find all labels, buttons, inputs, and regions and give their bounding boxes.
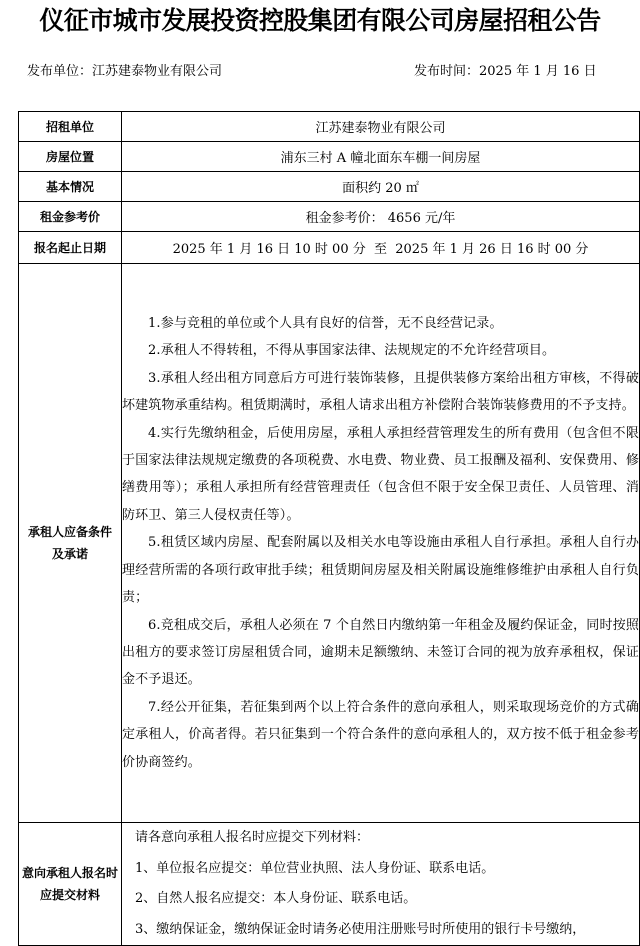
table-row xyxy=(19,172,640,202)
table-row-conditions xyxy=(19,264,640,823)
condition-item: 7.经公开征集，若征集到两个以上符合条件的意向承租人，则采取现场竞价的方式确定承租人，价高者得。若只征集到一个符合条件的意向承租人的，双方按不低于租金参考价协商签约。 xyxy=(122,699,639,770)
table-row xyxy=(19,142,640,172)
material-item: 3、缴纳保证金，缴纳保证金时请务必使用注册账号时所使用的银行卡号缴纳， xyxy=(135,921,586,937)
row-value: 2025 年 1 月 16 日 10 时 00 分 至 2025 年 1 月 26 日 16 时 00 分 xyxy=(122,232,640,264)
condition-item: 1.参与竞租的单位或个人具有良好的信誉，无不良经营记录。 xyxy=(148,316,503,332)
row-value: 浦东三村 A 幢北面东车棚一间房屋 xyxy=(122,142,640,172)
materials-label xyxy=(19,823,122,946)
row-label: 报名起止日期 xyxy=(19,232,122,264)
table-row-materials xyxy=(19,823,640,946)
publisher-label: 发布单位： xyxy=(27,64,93,79)
notice-title: 仪征市城市发展投资控股集团有限公司房屋招租公告 xyxy=(39,6,601,35)
publish-date: 2025 年 1 月 16 日 xyxy=(479,64,597,79)
material-item: 2、自然人报名应提交：本人身份证、联系电话。 xyxy=(135,891,417,906)
row-value: 面积约 20 ㎡ xyxy=(122,172,640,202)
row-value: 租金参考价： 4656 元/年 xyxy=(122,202,640,232)
material-item: 1、单位报名应提交：单位营业执照、法人身份证、联系电话。 xyxy=(135,860,495,876)
row-value: 江苏建泰物业有限公司 xyxy=(122,112,640,142)
table-row xyxy=(19,202,640,232)
row-label: 房屋位置 xyxy=(19,142,122,172)
material-item: 请各意向承租人报名时应提交下列材料： xyxy=(135,830,370,845)
conditions-list xyxy=(122,264,640,823)
condition-item: 2.承租人不得转租，不得从事国家法律、法规规定的不允许经营项目。 xyxy=(148,343,556,359)
conditions-label-line: 承租人应备条件 xyxy=(27,525,112,539)
materials-label-line: 意向承租人报名时 xyxy=(21,866,118,880)
condition-item: 6.竞租成交后，承租人必须在 7 个自然日内缴纳第一年租金及履约保证金，同时按照出租方的要求签订房屋租赁合同，逾期未足额缴纳、未签订合同的视为放弃承租权，保证金不予退还。 xyxy=(122,617,639,688)
row-label: 基本情况 xyxy=(19,172,122,202)
condition-item: 3.承租人经出租方同意后方可进行装饰装修，且提供装修方案给出租方审核，不得破坏建筑物承重结构。租赁期满时，承租人请求出租方补偿附合装饰装修费用的不予支持。 xyxy=(122,370,639,414)
materials-label-line: 应提交材料 xyxy=(39,888,100,902)
publisher-line xyxy=(27,62,222,82)
materials-list xyxy=(122,823,640,946)
row-label: 招租单位 xyxy=(19,112,122,142)
conditions-label xyxy=(19,264,122,823)
publish-time-label: 发布时间： xyxy=(414,64,480,79)
table-row xyxy=(19,232,640,264)
conditions-label-line: 及承诺 xyxy=(51,547,88,561)
table-row xyxy=(19,112,640,142)
publish-time-line xyxy=(414,62,597,82)
publisher-name: 江苏建泰物业有限公司 xyxy=(92,64,223,79)
row-label: 租金参考价 xyxy=(19,202,122,232)
notice-table xyxy=(18,111,640,946)
condition-item: 5.租赁区域内房屋、配套附属以及相关水电等设施由承租人自行承担。承租人自行办理经营所需的各项行政审批手续；租赁期间房屋及相关附属设施维修维护由承租人自行负责； xyxy=(122,535,639,606)
condition-item: 4.实行先缴纳租金，后使用房屋，承租人承担经营管理发生的所有费用（包含但不限于国家法律法规规定缴费的各项税费、水电费、物业费、员工报酬及福利、安保费用、修缮费用等）；承租人承担所有经营管理责任（包含但不限于安全保卫责任、人员管理、消防环卫、第三人侵权责任等）。 xyxy=(122,425,639,523)
